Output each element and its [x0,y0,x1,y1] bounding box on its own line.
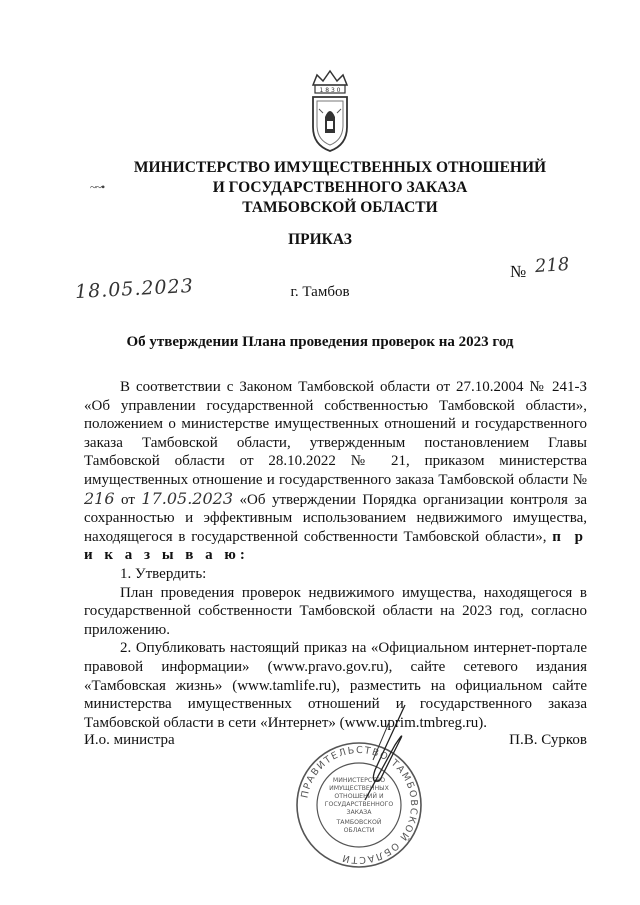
signatory-position: И.о. министра [84,732,175,748]
ministry-line: МИНИСТЕРСТВО ИМУЩЕСТВЕННЫХ ОТНОШЕНИЙ [133,159,547,176]
stamp-inner-line: ТАМБОВСКОЙ [336,819,382,826]
stamp-inner-line: ЗАКАЗА [346,809,372,816]
number-label: № [510,262,527,281]
prikazyvayu-word: п р и к а з ы в а ю: [84,528,588,564]
handwritten-date: 18.05.2023 [74,274,195,304]
item-1-text: План проведения проверок недвижимого имущества, находящегося в государственной собственности Тамбовской области на 2023 год, согласно приложению. [84,584,587,638]
handwritten-number: 218 [534,253,571,278]
stamp-inner-line: ГОСУДАРСТВЕННОГО [324,801,394,808]
stamp-inner-line: ОТНОШЕНИЙ И [334,793,384,800]
ministry-line: И ГОСУДАРСТВЕННОГО ЗАКАЗА [212,179,468,196]
item-1-heading: 1. Утвердить: [120,565,207,582]
preamble-end: «Об утверждении Порядка организации контроля за сохранностью и эффективным использованием недвижимого имущества, находящегося в государственной собственности Тамбовской области», [84,491,588,545]
document-body [84,378,587,732]
preamble-from: от [121,491,135,508]
document-subject: Об утверждении Плана проведения проверок на 2023 год [126,334,514,350]
stamp-inner-line: МИНИСТЕРСТВО [332,777,386,784]
signatory-name: П.В. Сурков [509,732,587,748]
document-type: ПРИКАЗ [288,231,352,248]
handwritten-signature [345,700,425,810]
ministry-line: ТАМБОВСКОЙ ОБЛАСТИ [242,199,438,216]
margin-smudge: ~~• [90,180,105,194]
city: г. Тамбов [290,284,350,300]
stamp-inner-line: ОБЛАСТИ [343,827,375,834]
emblem-year: 1 8 3 0 [319,87,341,94]
paragraph-preamble [84,378,587,565]
handwritten-order-date: 17.05.2023 [141,488,234,508]
preamble-text: В соответствии с Законом Тамбовской области от 27.10.2004 № 241-З «Об управлении государственной собственностью Тамбовской области», положением о министерстве имущественных отношений и государственного заказа Тамбовской области, утвержденным постановлением Главы Тамбовской области от 28.10.2022 № 21, приказом министерства имущественных отношение и государственного заказа Тамбовской области № [84,379,587,488]
item-2-text: 2. Опубликовать настоящий приказ на «Официальном интернет-портале правовой информации» (www.pravo.gov.ru), сайте сетевого издания «Тамбовская жизнь» (www.tamlife.ru), разместить на официальном сайте министерства имущественных отношений и государственного заказа Тамбовской области в сети «Интернет» (www.uprim.tmbreg.ru). [84,640,587,731]
stamp-inner-line: ИМУЩЕСТВЕННЫХ [329,785,389,792]
handwritten-order-number: 216 [84,488,115,508]
tambov-coat-of-arms-icon [305,67,355,155]
ministry-name [90,158,590,218]
stamp-outer-text: ПРАВИТЕЛЬСТВО ТАМБОВСКОЙ ОБЛАСТИ [299,744,420,866]
